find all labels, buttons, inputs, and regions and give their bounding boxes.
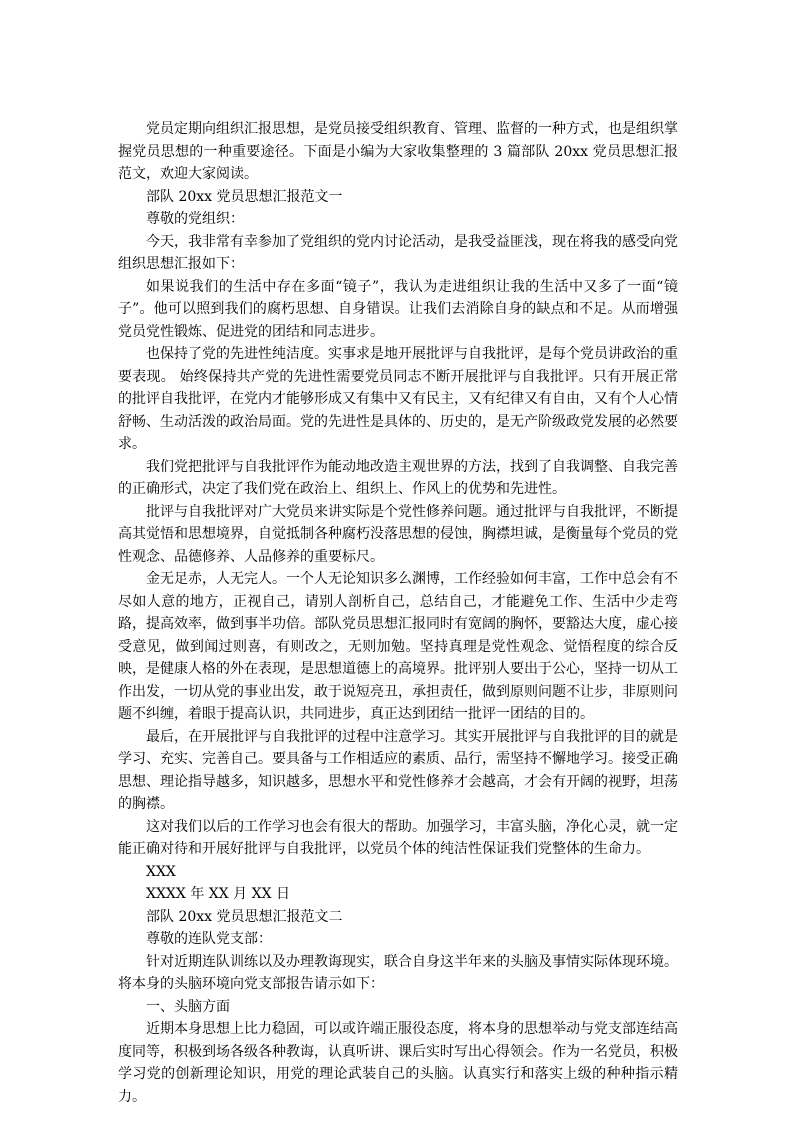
body-paragraph: 金无足赤，人无完人。一个人无论知识多么渊博，工作经验如何丰富，工作中总会有不尽如人意的地方，正视自己，请别人剖析自己，总结自己，才能避免工作、生活中少走弯路，提高效率，做到事半功倍。部队党员思想汇报同时有宽阔的胸怀，要豁达大度，虚心接受意见，做到闻过则喜，有则改之，无则加勉。坚持真理是党性观念、觉悟程度的综合反映，是健康人格的外在表现，是思想道德上的高境界。批评别人要出于公心，坚持一切从工作出发，一切从党的事业出发，敢于说短亮丑，承担责任，做到原则问题不让步，非原则问题不纠缠，着眼于提高认识，共同进步，真正达到团结一批评一团结的目的。 bbox=[118, 571, 678, 722]
subsection-heading: 一、头脑方面 bbox=[146, 998, 230, 1015]
section-title-2: 部队 20xx 党员思想汇报范文二 bbox=[146, 908, 343, 925]
body-paragraph: 针对近期连队训练以及办理教诲现实，联合自身这半年来的头脑及事情实际体现环境。将本身的头脑环境向党支部报告请示如下： bbox=[118, 953, 678, 992]
body-paragraph: 批评与自我批评对广大党员来讲实际是个党性修养问题。通过批评与自我批评，不断提高其觉悟和思想境界，自觉抵制各种腐朽没落思想的侵蚀，胸襟坦诚，是衡量每个党员的党性观念、品德修养、人品修养的重要标尺。 bbox=[118, 503, 678, 565]
body-paragraph: 今天，我非常有幸参加了党组织的党内讨论活动，是我受益匪浅，现在将我的感受向党组织思想汇报如下： bbox=[118, 233, 678, 272]
body-paragraph: 这对我们以后的工作学习也会有很大的帮助。加强学习，丰富头脑，净化心灵，就一定能正确对待和开展好批评与自我批评，以党员个体的纯洁性保证我们党整体的生命力。 bbox=[118, 818, 678, 857]
body-paragraph: 最后，在开展批评与自我批评的过程中注意学习。其实开展批评与自我批评的目的就是学习、充实、完善自己。要具备与工作相适应的素质、品行，需坚持不懈地学习。接受正确思想、理论指导越多，知识越多，思想水平和党性修养才会越高，才会有开阔的视野，坦荡的胸襟。 bbox=[118, 728, 678, 812]
intro-paragraph: 党员定期向组织汇报思想，是党员接受组织教育、管理、监督的一种方式，也是组织掌握党员思想的一种重要途径。下面是小编为大家收集整理的 3 篇部队 20xx 党员思想汇报范文，欢迎大家阅读。 bbox=[118, 121, 678, 182]
signature-name: XXX bbox=[146, 863, 176, 880]
body-paragraph: 我们党把批评与自我批评作为能动地改造主观世界的方法，找到了自我调整、自我完善的正确形式，决定了我们党在政治上、组织上、作风上的优势和先进性。 bbox=[118, 458, 678, 497]
salutation-1: 尊敬的党组织： bbox=[146, 211, 244, 227]
document-body bbox=[118, 118, 678, 1108]
body-paragraph: 近期本身思想上比力稳固，可以或许端正服役态度，将本身的思想举动与党支部连结高度同等，积极到场各级各种教诲，认真听讲、课后实时写出心得领会。作为一名党员，积极学习党的创新理论知识，用党的理论武装自己的头脑。认真实行和落实上级的种种指示精力。 bbox=[118, 1021, 678, 1105]
body-paragraph: 如果说我们的生活中存在多面“镜子”，我认为走进组织让我的生活中又多了一面“镜子”。他可以照到我们的腐朽思想、自身错误。让我们去消除自身的缺点和不足。从而增强党员党性锻炼、促进党的团结和同志进步。 bbox=[118, 278, 678, 340]
body-paragraph: 也保持了党的先进性纯洁度。实事求是地开展批评与自我批评，是每个党员讲政治的重要表现。 始终保持共产党的先进性需要党员同志不断开展批评与自我批评。只有开展正常的批评自我批评，在党内才能够形成又有集中又有民主，又有纪律又有自由，又有个人心情舒畅、生动活泼的政治局面。党的先进性是具体的、历史的，是无产阶级政党发展的必然要求。 bbox=[118, 346, 678, 452]
signature-date: XXXX 年 XX 月 XX 日 bbox=[146, 886, 290, 902]
salutation-2: 尊敬的连队党支部： bbox=[146, 931, 272, 947]
section-title-1: 部队 20xx 党员思想汇报范文一 bbox=[146, 188, 343, 205]
